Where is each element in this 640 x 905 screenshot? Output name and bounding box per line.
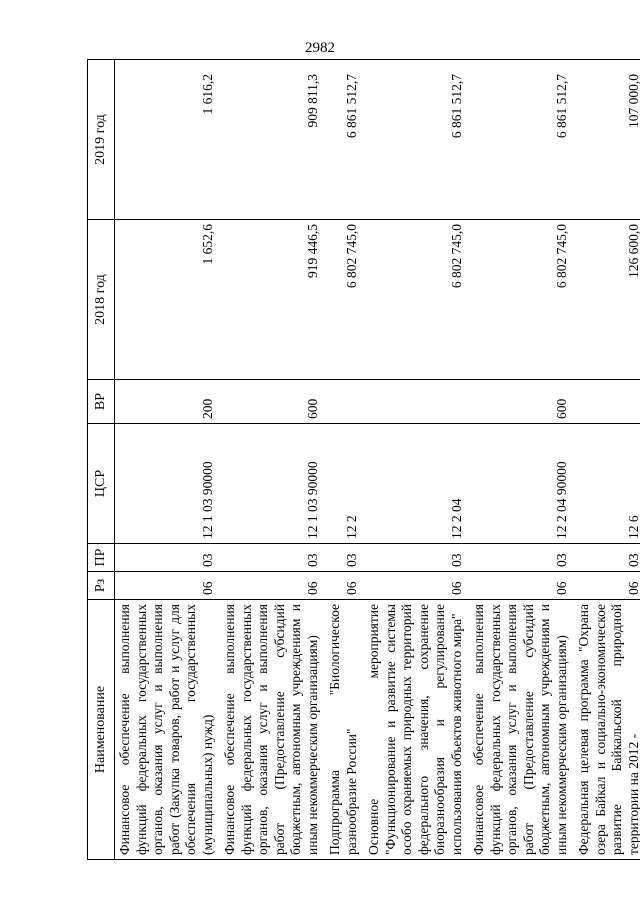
row-name: Финансовое обеспечение выполнения функций федеральных государственных органов, оказания услуг и выполнения работ (Закупка товаров, работ и услуг для обеспечения государственных (муниципальных) нужд) [115,600,221,860]
table-row [325,60,364,860]
table-row [469,60,574,860]
row-2019: 1 616,2 [115,60,221,220]
row-csr: 12 2 04 90000 [469,424,574,544]
table-row [115,60,221,860]
page-number: 2982 [305,40,335,56]
row-rz: 06 [220,572,325,600]
row-pr: 03 [325,544,364,572]
row-csr: 12 1 03 90000 [220,424,325,544]
row-2019: 6 861 512,7 [469,60,574,220]
row-name: Финансовое обеспечение выполнения функций федеральных государственных органов, оказания услуг и выполнения работ (Предоставление субсидий бюджетным, автономным учреждениям и иным некоммерческим организациям) [220,600,325,860]
row-pr: 03 [574,544,640,572]
row-rz: 06 [574,572,640,600]
row-name: Основное мероприятие "Функционирование и развитие системы особо охраняемых природных территорий федерального значения, сохранение биоразнообразия и регулирование использования объектов животного мира" [364,600,469,860]
row-2018: 126 600,0 [574,220,640,380]
rotated-table-container [87,60,640,860]
row-2018: 1 652,6 [115,220,221,380]
row-name: Финансовое обеспечение выполнения функций федеральных государственных органов, оказания услуг и выполнения работ (Предоставление субсидий бюджетным, автономным учреждениям и иным некоммерческим организациям) [469,600,574,860]
header-name: Наименование [88,600,115,860]
row-pr: 03 [220,544,325,572]
row-name: Федеральная целевая программа "Охрана озера Байкал и социально-экономическое развитие Байкальской природной территории на 2012 - [574,600,640,860]
table-row [364,60,469,860]
row-2019: 909 811,3 [220,60,325,220]
row-vr [325,380,364,424]
row-pr: 03 [364,544,469,572]
row-2019: 107 000,0 [574,60,640,220]
row-name: Подпрограмма "Биологическое разнообразие России" [325,600,364,860]
row-rz: 06 [469,572,574,600]
row-vr: 200 [115,380,221,424]
row-2018: 6 802 745,0 [364,220,469,380]
row-vr: 600 [220,380,325,424]
row-2018: 919 446,5 [220,220,325,380]
row-2018: 6 802 745,0 [469,220,574,380]
header-2019: 2019 год [88,60,115,220]
row-csr: 12 2 04 [364,424,469,544]
row-pr: 03 [469,544,574,572]
row-rz: 06 [115,572,221,600]
row-csr: 12 6 [574,424,640,544]
row-rz: 06 [364,572,469,600]
header-vr: ВР [88,380,115,424]
row-2018: 6 802 745,0 [325,220,364,380]
table-row [574,60,640,860]
budget-table [87,59,640,860]
row-vr [574,380,640,424]
row-vr [364,380,469,424]
row-vr: 600 [469,380,574,424]
table-header-row [88,60,115,860]
header-csr: ЦСР [88,424,115,544]
row-2019: 6 861 512,7 [364,60,469,220]
row-csr: 12 2 [325,424,364,544]
row-csr: 12 1 03 90000 [115,424,221,544]
row-pr: 03 [115,544,221,572]
header-rz: Рз [88,572,115,600]
row-2019: 6 861 512,7 [325,60,364,220]
row-rz: 06 [325,572,364,600]
header-2018: 2018 год [88,220,115,380]
header-pr: ПР [88,544,115,572]
table-row [220,60,325,860]
